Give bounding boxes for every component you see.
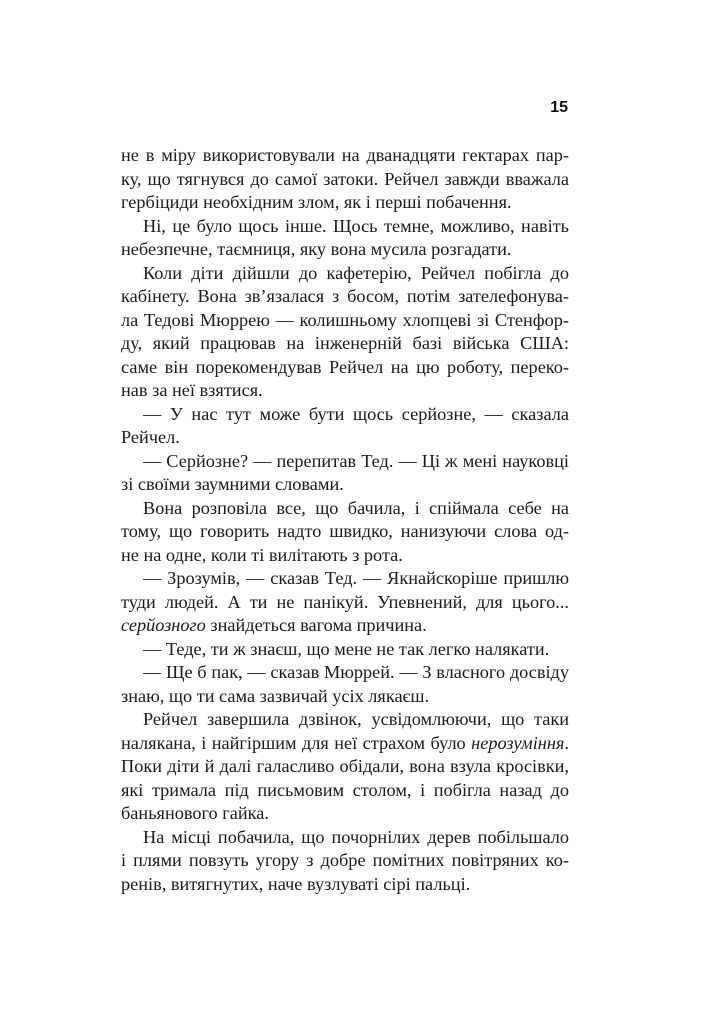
text-line: і плями повзуть угору з добре помітних повітряних ко- bbox=[121, 850, 569, 870]
text-line: — Теде, ти ж знаєш, що мене не так легко налякати. bbox=[143, 638, 550, 659]
text-line: Ні, це було щось інше. Щось темне, можливо, навіть bbox=[143, 215, 569, 236]
text-span: налякана, і найгіршим для неї страхом було bbox=[121, 732, 472, 753]
text-line: тому, що говорить надто швидко, нанизуючи слова од- bbox=[121, 521, 569, 541]
text-line: Коли діти дійшли до кафетерію, Рейчел побігла до bbox=[143, 262, 569, 283]
text-line: туди людей. А ти не панікуй. Упевнений, для цього... bbox=[121, 591, 569, 612]
text-line: ду, який працював на інженерній базі війська США: bbox=[121, 333, 569, 353]
text-line: Вона розповіла все, що бачила, і спіймала себе на bbox=[143, 497, 569, 518]
text-line: не на одне, коли ті вилітають з рота. bbox=[121, 544, 403, 565]
text-line: нав за неї взятися. bbox=[121, 380, 263, 400]
text-line: ла Тедові Мюррею — колишньому хлопцеві зі Стенфор- bbox=[121, 309, 569, 330]
text-line: — Серйозне? — перепитав Тед. — Ці ж мені науковці bbox=[143, 450, 569, 471]
text-line: не в міру використовували на дванадцяти гектарах пар- bbox=[121, 145, 569, 165]
text-line: Поки діти й далі галасливо обідали, вона взула кросівки, bbox=[121, 756, 569, 776]
text-line bbox=[121, 614, 569, 638]
page-number: 15 bbox=[550, 99, 568, 116]
text-line bbox=[121, 732, 569, 756]
text-line: небезпечне, таємниця, яку вона мусила розгадати. bbox=[121, 239, 512, 259]
text-line: — Ще б пак, — сказав Мюррей. — З власного досвіду bbox=[143, 662, 569, 682]
text-line: кабінету. Вона зв’язалася з босом, потім зателефонува- bbox=[121, 286, 569, 306]
text-line: Рейчел. bbox=[121, 427, 180, 447]
text-line: ренів, витягнутих, наче вузлуваті сірі пальці. bbox=[121, 873, 471, 894]
text-line: баньянового гайка. bbox=[121, 803, 269, 823]
text-line: ку, що тягнувся до самої затоки. Рейчел завжди вважала bbox=[121, 168, 569, 189]
text-line: знаю, що ти сама зазвичай усіх лякаєш. bbox=[121, 685, 430, 706]
text-line: гербіциди необхідним злом, як і перші побачення. bbox=[121, 192, 512, 212]
text-span: . bbox=[564, 732, 569, 753]
text-line: саме він порекомендував Рейчел на цю роботу, переко- bbox=[121, 356, 569, 377]
text-span: знайдеться вагома причина. bbox=[205, 615, 427, 635]
text-line: Рейчел завершила дзвінок, усвідомлюючи, що таки bbox=[143, 709, 569, 729]
text-line: зі своїми заумними словами. bbox=[121, 474, 344, 494]
italic-text: нерозуміння bbox=[471, 732, 565, 753]
body-text bbox=[121, 144, 569, 896]
text-line: — У нас тут може бути щось серйозне, — сказала bbox=[143, 403, 569, 424]
italic-text: серйозного bbox=[121, 615, 206, 635]
text-line: які тримала під письмовим столом, і побігла назад до bbox=[121, 779, 569, 800]
text-line: — Зрозумів, — сказав Тед. — Якнайскоріше пришлю bbox=[143, 568, 569, 588]
text-line: На місці побачила, що почорнілих дерев побільшало bbox=[143, 826, 569, 847]
